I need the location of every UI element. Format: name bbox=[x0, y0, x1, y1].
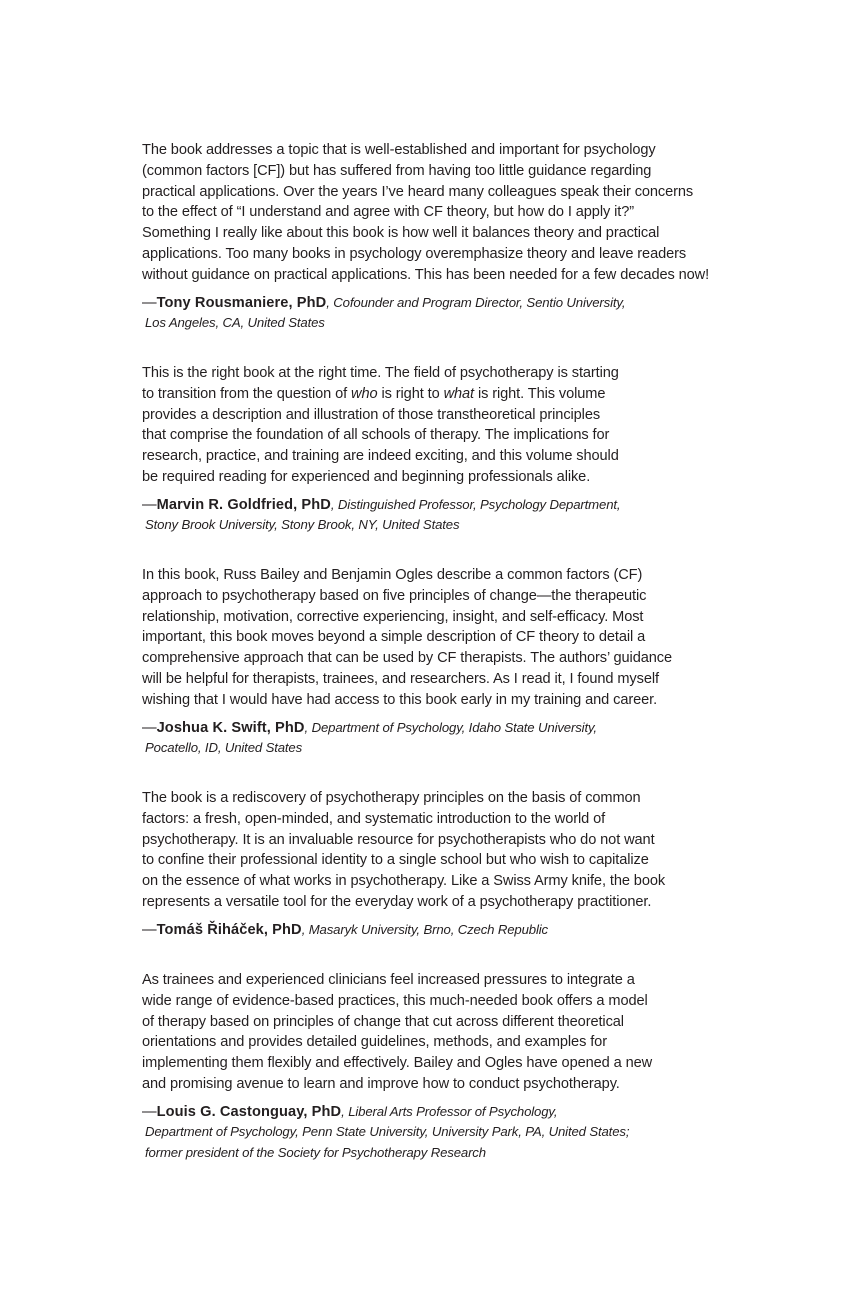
endorsement-2 bbox=[142, 363, 782, 536]
quote-line: Something I really like about this book is how well it balances theory and practical bbox=[142, 225, 660, 242]
quote-line: provides a description and illustration of those transtheoretical principles bbox=[142, 406, 601, 423]
endorser-name: Tony Rousmaniere, PhD bbox=[156, 294, 327, 311]
endorsement-attribution bbox=[142, 1102, 782, 1164]
quote-line: research, practice, and training are indeed exciting, and this volume should bbox=[142, 448, 619, 465]
quote-line: wide range of evidence-based practices, this much-needed book offers a model bbox=[142, 992, 648, 1009]
quote-fragment: to transition from the question of bbox=[142, 385, 352, 402]
endorser-affiliation: , Distinguished Professor, Psychology Department, bbox=[330, 496, 621, 512]
quote-line: In this book, Russ Bailey and Benjamin Ogles describe a common factors (CF) bbox=[142, 567, 643, 583]
endorser-affiliation: , Cofounder and Program Director, Sentio University, bbox=[326, 294, 626, 310]
quote-emphasis: what bbox=[443, 385, 474, 402]
em-dash: — bbox=[142, 921, 157, 938]
em-dash: — bbox=[142, 1103, 157, 1120]
endorsement-1 bbox=[142, 140, 782, 334]
quote-line: without guidance on practical applications. This has been needed for a few decades now! bbox=[142, 266, 710, 283]
endorser-affiliation: , Masaryk University, Brno, Czech Republic bbox=[301, 921, 548, 937]
endorser-affiliation: former president of the Society for Psychotherapy Research bbox=[145, 1144, 486, 1160]
quote-line: This is the right book at the right time. The field of psychotherapy is starting bbox=[142, 365, 619, 381]
endorser-name: Tomáš Řiháček, PhD bbox=[156, 921, 302, 938]
quote-fragment: is right to bbox=[377, 385, 444, 402]
endorsement-3 bbox=[142, 565, 782, 759]
quote-line: be required reading for experienced and beginning professionals alike. bbox=[142, 468, 591, 485]
quote-line: The book addresses a topic that is well-established and important for psychology bbox=[142, 142, 656, 158]
quote-line: to the effect of “I understand and agree with CF theory, but how do I apply it?” bbox=[142, 204, 634, 221]
quote-emphasis: who bbox=[351, 385, 378, 402]
quote-fragment: is right. This volume bbox=[474, 385, 606, 402]
quote-line: comprehensive approach that can be used by CF therapists. The authors’ guidance bbox=[142, 650, 672, 667]
quote-line: will be helpful for therapists, trainees, and researchers. As I read it, I found myself bbox=[142, 670, 659, 687]
endorsement-quote bbox=[142, 970, 782, 1095]
endorser-name: Louis G. Castonguay, PhD bbox=[156, 1103, 342, 1120]
endorser-name: Marvin R. Goldfried, PhD bbox=[156, 496, 331, 513]
quote-line: orientations and provides detailed guidelines, methods, and examples for bbox=[142, 1034, 607, 1051]
quote-line: of therapy based on principles of change that cut across different theoretical bbox=[142, 1013, 624, 1030]
endorser-affiliation: , Department of Psychology, Idaho State University, bbox=[304, 719, 597, 735]
endorsement-quote bbox=[142, 140, 782, 286]
endorsement-attribution bbox=[142, 495, 782, 536]
quote-line bbox=[142, 384, 782, 405]
endorser-affiliation: , Liberal Arts Professor of Psychology, bbox=[341, 1103, 558, 1119]
quote-line: on the essence of what works in psychotherapy. Like a Swiss Army knife, the book bbox=[142, 873, 666, 890]
em-dash: — bbox=[142, 719, 157, 736]
quote-line: (common factors [CF]) but has suffered from having too little guidance regarding bbox=[142, 162, 652, 179]
endorsement-attribution bbox=[142, 293, 782, 334]
quote-line: wishing that I would have had access to this book early in my training and career. bbox=[142, 691, 658, 708]
quote-line: The book is a rediscovery of psychotherapy principles on the basis of common bbox=[142, 790, 641, 806]
quote-line: that comprise the foundation of all schools of therapy. The implications for bbox=[142, 427, 610, 444]
endorser-affiliation: Stony Brook University, Stony Brook, NY, United States bbox=[145, 517, 460, 533]
endorsement-5 bbox=[142, 970, 782, 1163]
quote-line: implementing them flexibly and effectively. Bailey and Ogles have opened a new bbox=[142, 1055, 653, 1072]
endorsement-attribution bbox=[142, 920, 782, 941]
em-dash: — bbox=[142, 294, 157, 311]
quote-line: important, this book moves beyond a simple description of CF theory to detail a bbox=[142, 629, 646, 646]
endorsement-quote bbox=[142, 565, 782, 711]
quote-line: approach to psychotherapy based on five principles of change—the therapeutic bbox=[142, 587, 647, 604]
endorser-affiliation: Los Angeles, CA, United States bbox=[145, 315, 325, 331]
quote-line: and promising avenue to learn and improve how to conduct psychotherapy. bbox=[142, 1075, 620, 1092]
quote-line: relationship, motivation, corrective experiencing, insight, and self-efficacy. Most bbox=[142, 608, 644, 625]
quote-line: applications. Too many books in psychology overemphasize theory and leave readers bbox=[142, 245, 687, 262]
endorsement-quote bbox=[142, 363, 782, 488]
endorsement-attribution bbox=[142, 718, 782, 759]
endorser-affiliation: Department of Psychology, Penn State University, University Park, PA, United States; bbox=[145, 1124, 630, 1140]
quote-line: to confine their professional identity to a single school but who wish to capitalize bbox=[142, 852, 649, 869]
quote-line: represents a versatile tool for the everyday work of a psychotherapy practitioner. bbox=[142, 893, 652, 910]
endorser-affiliation: Pocatello, ID, United States bbox=[145, 740, 303, 756]
quote-line: As trainees and experienced clinicians feel increased pressures to integrate a bbox=[142, 972, 635, 988]
quote-line: psychotherapy. It is an invaluable resource for psychotherapists who do not want bbox=[142, 831, 655, 848]
endorsement-quote bbox=[142, 788, 782, 913]
em-dash: — bbox=[142, 496, 157, 513]
quote-line: factors: a fresh, open-minded, and systematic introduction to the world of bbox=[142, 810, 606, 827]
endorsement-4 bbox=[142, 788, 782, 940]
endorser-name: Joshua K. Swift, PhD bbox=[156, 719, 305, 736]
quote-line: practical applications. Over the years I’ve heard many colleagues speak their concerns bbox=[142, 183, 694, 200]
